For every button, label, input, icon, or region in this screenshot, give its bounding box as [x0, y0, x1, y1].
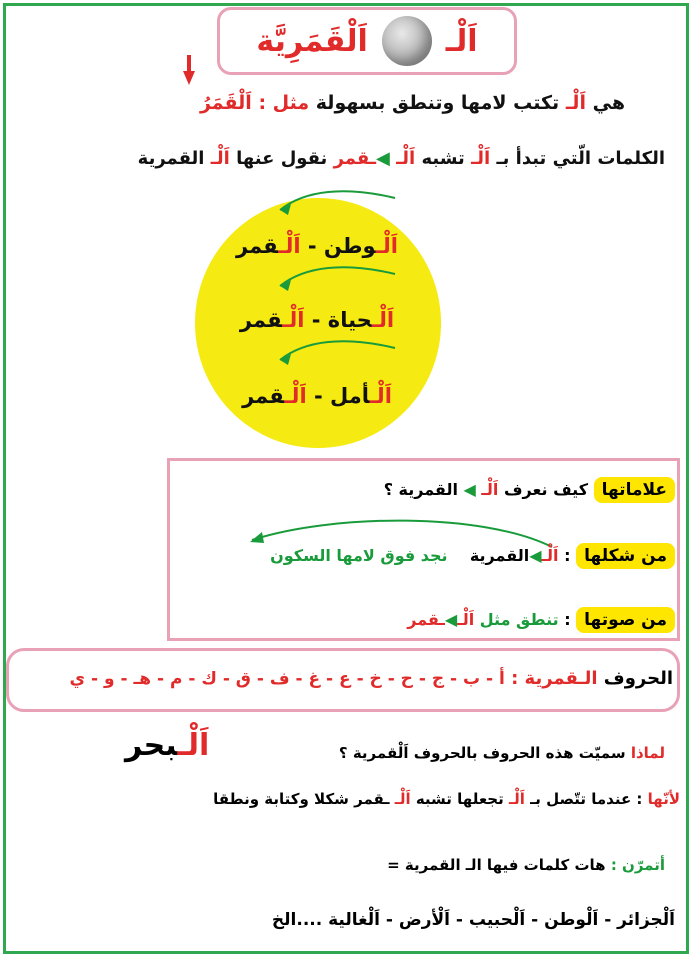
moon-icon — [382, 16, 432, 66]
shape-tag: من شكلها — [576, 543, 675, 569]
circle-word-3: اَلْـأمل - اَلْـقمر — [242, 384, 392, 408]
title-al: اَلْـ — [445, 23, 478, 59]
signs-tag: علاماتها — [594, 477, 675, 503]
because-row: لأنّها : عندما تتّصل بـ اَلْـ تجعلها تشبه اَلْـ ـقمر شكلا وكتابة ونطقا — [213, 790, 680, 808]
down-arrow-icon — [183, 55, 195, 85]
title-word: اَلْقَمَرِيَّة — [256, 23, 368, 59]
sound-tag: من صوتها — [576, 607, 675, 633]
circle-word-2: اَلْـحياة - اَلْـقمر — [239, 308, 395, 332]
title-box — [217, 7, 517, 75]
final-words: اَلْجزائر - اَلْوطن - اَلْحبيب - اَلْأرض - اَلْغالية ....الخ — [271, 910, 675, 930]
definition-line: هي اَلْـ تكتب لامها وتنطق بسهولة مثل : اَلْقَمَرُ — [199, 92, 625, 114]
circle-word-1: اَلْـوطن - اَلْـقمر — [236, 234, 398, 258]
practice-row: أتمرّن : هات كلمات فيها الـ القمرية = — [387, 856, 665, 874]
shape-row: من شكلها : اَلْـ◀القمرية نجد فوق لامها السكون — [270, 546, 675, 566]
sound-row: من صوتها : تنطق مثل اَلْـ◀ـقمر — [407, 610, 675, 630]
letters-row: الحروف الـقمرية : أ - ب - ج - ح - خ - ع - غ - ف - ق - ك - م - هـ - و - ي — [69, 668, 673, 689]
signs-question-row: علاماتها كيف نعرف اَلْـ ◀ القمرية ؟ — [384, 480, 675, 500]
bahr-example: اَلْـبحر — [125, 728, 210, 763]
why-row: لماذا سميّت هذه الحروف بالحروف اَلْقمرية ؟ — [338, 744, 665, 762]
explanation-line: الكلمات الّتي تبدأ بـ اَلْـ تشبه اَلْـ ◀ـقمر نقول عنها اَلْـ القمرية — [137, 148, 665, 169]
